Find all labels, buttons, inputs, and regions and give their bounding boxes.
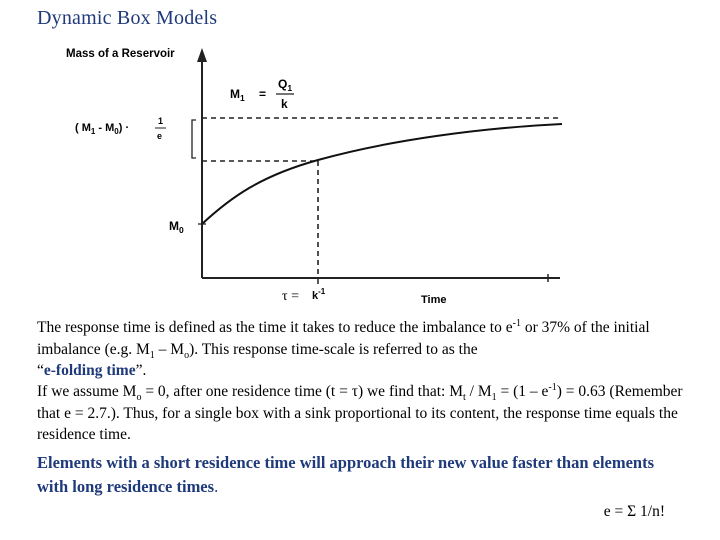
reservoir-graph [60, 38, 600, 308]
imbalance-label: ( $M_1 - M_0$) · [75, 122, 130, 136]
imbalance-brace [192, 120, 196, 158]
efolding-term: e-folding time [43, 362, 136, 379]
m1-equals: = [259, 87, 267, 101]
tau-label: τ = [282, 289, 300, 304]
paragraph-residence-time: If we assume $M_o = 0$, after one residence time (t = τ) we find that: $M_t / M_1 = (1 - e^{-1}) = 0.63$ (Remember that e = 2.7.). Thus, for a single box with a sink proportional to its content, the response time equals the residence time. [37, 381, 683, 443]
paragraph-response-time: The response time is defined as the time it takes to reduce the imbalance to $e^{-1}$ or 37% of the initial imbalance (e.g. $M_1 - M_o$). This response time-scale is referred to as the “e-folding time”. [37, 317, 650, 379]
k-label: k [281, 97, 288, 111]
m1-label: $M_1$ [230, 87, 245, 103]
q1-label: $Q_1$ [278, 77, 293, 93]
x-axis-label: Time [421, 294, 447, 306]
y-axis-arrow [197, 48, 207, 62]
frac-denominator: e [157, 131, 163, 141]
m0-label: $M_0$ [169, 219, 184, 235]
e-series-formula: e = Σ 1/n! [603, 503, 665, 520]
y-axis-label: Mass of a Reservoir [66, 48, 175, 60]
paragraph-conclusion: Elements with a short residence time will approach their new value faster than elements with long residence times. [37, 453, 655, 496]
k-inverse-label: $k^{-1}$ [312, 287, 326, 302]
slide-title: Dynamic Box Models [37, 7, 218, 29]
response-curve [202, 124, 562, 224]
frac-numerator: 1 [158, 116, 164, 126]
reservoir-figure [60, 38, 600, 308]
